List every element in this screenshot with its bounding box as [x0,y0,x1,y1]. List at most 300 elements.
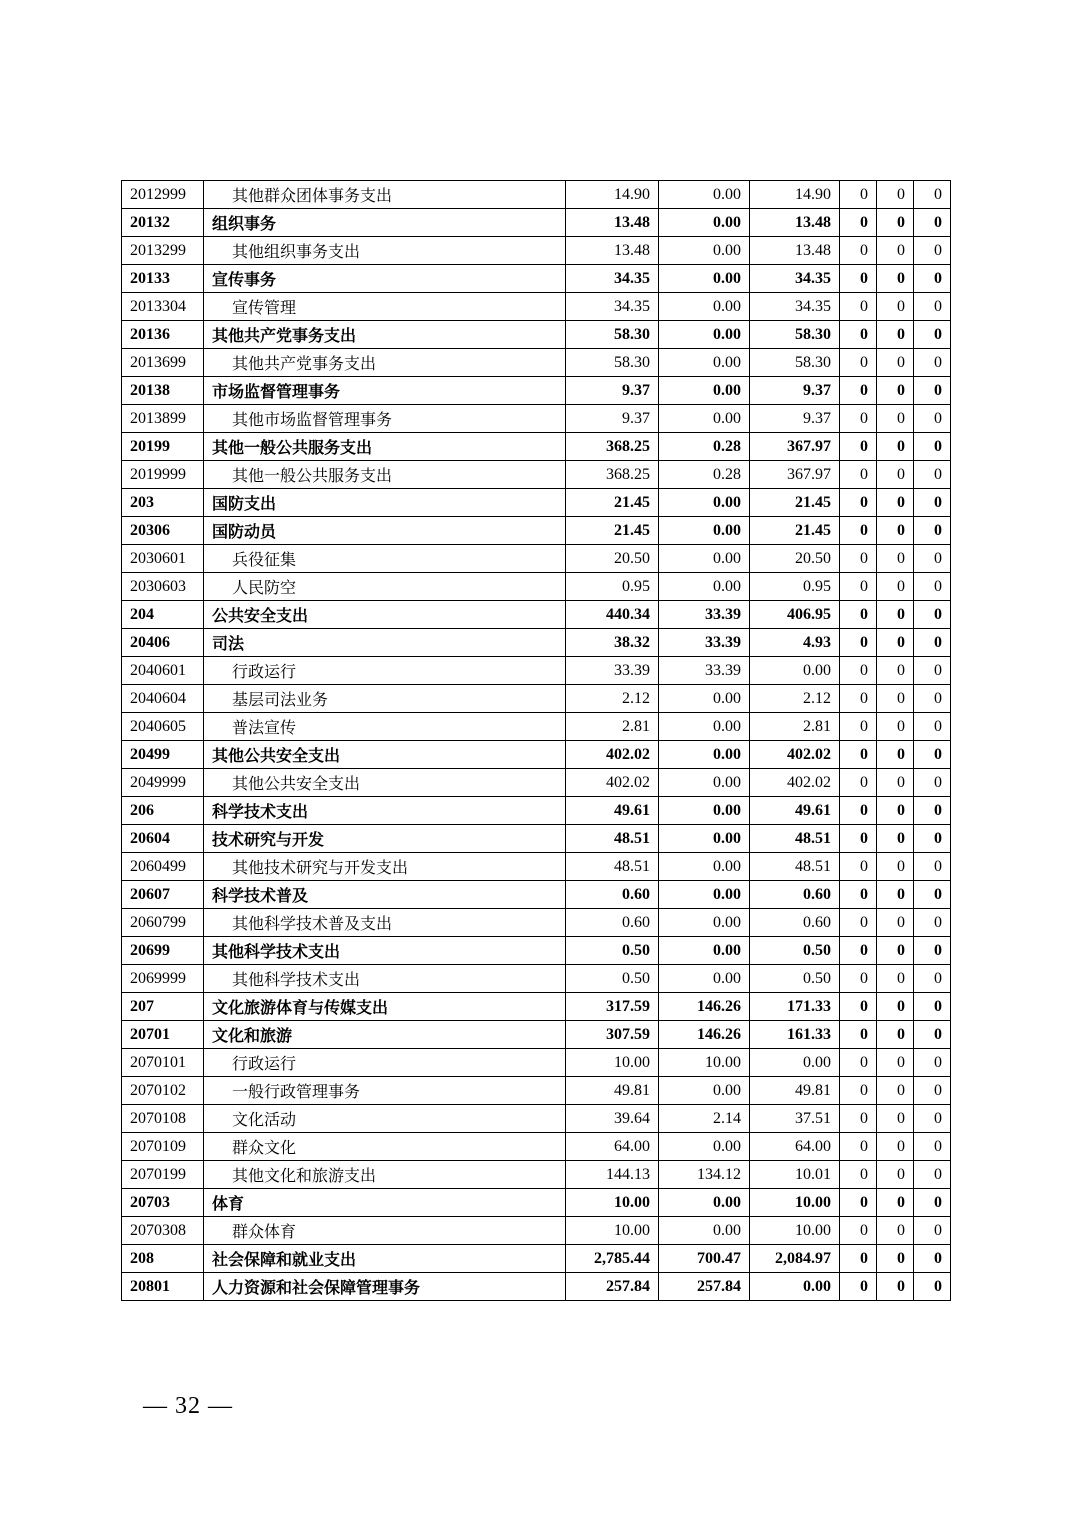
cell-name: 文化旅游体育与传媒支出 [204,993,566,1021]
cell-code: 2013899 [122,405,204,433]
cell-total: 33.39 [566,657,659,685]
cell-col7: 0 [877,461,914,489]
cell-total: 368.25 [566,433,659,461]
cell-code: 20406 [122,629,204,657]
cell-basic: 0.00 [659,1077,750,1105]
cell-name: 其他文化和旅游支出 [204,1161,566,1189]
cell-project: 9.37 [750,377,840,405]
cell-col7: 0 [877,1217,914,1245]
cell-col7: 0 [877,1189,914,1217]
cell-name: 其他科学技术支出 [204,937,566,965]
cell-col8: 0 [914,937,951,965]
cell-project: 367.97 [750,433,840,461]
cell-name: 其他群众团体事务支出 [204,181,566,209]
table-row [122,405,951,433]
cell-col6: 0 [840,601,877,629]
cell-name: 科学技术普及 [204,881,566,909]
cell-name: 其他一般公共服务支出 [204,461,566,489]
cell-col8: 0 [914,433,951,461]
table-row [122,629,951,657]
cell-col6: 0 [840,629,877,657]
cell-code: 2069999 [122,965,204,993]
cell-total: 34.35 [566,293,659,321]
cell-col7: 0 [877,517,914,545]
cell-col8: 0 [914,265,951,293]
cell-col8: 0 [914,853,951,881]
cell-project: 58.30 [750,349,840,377]
cell-basic: 0.00 [659,853,750,881]
page-number: — 32 — [143,1393,233,1419]
cell-col6: 0 [840,1049,877,1077]
cell-col7: 0 [877,1105,914,1133]
cell-project: 402.02 [750,741,840,769]
cell-code: 2019999 [122,461,204,489]
table-row [122,601,951,629]
cell-basic: 134.12 [659,1161,750,1189]
cell-name: 其他一般公共服务支出 [204,433,566,461]
cell-project: 0.50 [750,937,840,965]
cell-col7: 0 [877,545,914,573]
cell-total: 38.32 [566,629,659,657]
cell-basic: 0.00 [659,181,750,209]
table-row [122,265,951,293]
cell-col7: 0 [877,1161,914,1189]
cell-total: 13.48 [566,237,659,265]
cell-project: 0.00 [750,1049,840,1077]
table-row [122,965,951,993]
cell-col8: 0 [914,573,951,601]
table-row [122,797,951,825]
cell-col7: 0 [877,237,914,265]
cell-code: 2030601 [122,545,204,573]
table-row [122,293,951,321]
cell-basic: 0.00 [659,769,750,797]
cell-total: 2.81 [566,713,659,741]
cell-col7: 0 [877,377,914,405]
cell-basic: 0.00 [659,321,750,349]
cell-project: 34.35 [750,265,840,293]
cell-basic: 0.00 [659,965,750,993]
cell-project: 48.51 [750,853,840,881]
cell-name: 其他公共安全支出 [204,741,566,769]
table-row [122,1133,951,1161]
cell-col6: 0 [840,405,877,433]
cell-code: 2070101 [122,1049,204,1077]
cell-code: 2070102 [122,1077,204,1105]
cell-col7: 0 [877,293,914,321]
cell-basic: 0.00 [659,1133,750,1161]
budget-table [121,180,951,1301]
cell-basic: 0.00 [659,573,750,601]
cell-col7: 0 [877,1021,914,1049]
cell-name: 其他共产党事务支出 [204,321,566,349]
cell-code: 2070308 [122,1217,204,1245]
table-row [122,993,951,1021]
cell-code: 208 [122,1245,204,1273]
cell-project: 0.95 [750,573,840,601]
cell-col8: 0 [914,797,951,825]
cell-col6: 0 [840,797,877,825]
cell-project: 9.37 [750,405,840,433]
cell-total: 2.12 [566,685,659,713]
cell-name: 人力资源和社会保障管理事务 [204,1273,566,1301]
cell-total: 0.50 [566,965,659,993]
cell-col7: 0 [877,181,914,209]
cell-name: 国防支出 [204,489,566,517]
cell-name: 其他技术研究与开发支出 [204,853,566,881]
cell-col8: 0 [914,601,951,629]
cell-name: 其他组织事务支出 [204,237,566,265]
cell-total: 58.30 [566,321,659,349]
cell-name: 宣传事务 [204,265,566,293]
cell-col7: 0 [877,713,914,741]
cell-basic: 0.00 [659,797,750,825]
cell-col8: 0 [914,741,951,769]
table-row [122,881,951,909]
cell-basic: 0.00 [659,517,750,545]
cell-total: 440.34 [566,601,659,629]
cell-total: 402.02 [566,769,659,797]
table-row [122,853,951,881]
cell-col6: 0 [840,1245,877,1273]
cell-col8: 0 [914,825,951,853]
cell-project: 58.30 [750,321,840,349]
table-row [122,1021,951,1049]
cell-col6: 0 [840,657,877,685]
cell-name: 普法宣传 [204,713,566,741]
cell-col6: 0 [840,573,877,601]
cell-col6: 0 [840,1217,877,1245]
cell-total: 34.35 [566,265,659,293]
cell-code: 2070109 [122,1133,204,1161]
cell-total: 2,785.44 [566,1245,659,1273]
cell-col7: 0 [877,1049,914,1077]
cell-project: 21.45 [750,489,840,517]
table-row [122,237,951,265]
cell-col6: 0 [840,321,877,349]
cell-total: 307.59 [566,1021,659,1049]
table-row [122,545,951,573]
cell-project: 402.02 [750,769,840,797]
cell-code: 20701 [122,1021,204,1049]
cell-code: 2040601 [122,657,204,685]
cell-basic: 33.39 [659,601,750,629]
cell-code: 2070108 [122,1105,204,1133]
cell-basic: 0.00 [659,293,750,321]
cell-code: 206 [122,797,204,825]
cell-project: 13.48 [750,209,840,237]
cell-col6: 0 [840,881,877,909]
cell-col6: 0 [840,1161,877,1189]
cell-col6: 0 [840,489,877,517]
cell-project: 20.50 [750,545,840,573]
cell-col6: 0 [840,265,877,293]
cell-basic: 10.00 [659,1049,750,1077]
cell-name: 其他共产党事务支出 [204,349,566,377]
cell-basic: 0.00 [659,881,750,909]
cell-name: 其他科学技术支出 [204,965,566,993]
cell-name: 国防动员 [204,517,566,545]
cell-col6: 0 [840,741,877,769]
cell-total: 10.00 [566,1217,659,1245]
cell-project: 10.00 [750,1217,840,1245]
cell-col8: 0 [914,1161,951,1189]
cell-col6: 0 [840,993,877,1021]
cell-col6: 0 [840,237,877,265]
cell-project: 367.97 [750,461,840,489]
cell-col7: 0 [877,965,914,993]
cell-col6: 0 [840,181,877,209]
cell-col7: 0 [877,265,914,293]
cell-total: 13.48 [566,209,659,237]
cell-col7: 0 [877,769,914,797]
cell-col7: 0 [877,657,914,685]
cell-total: 0.60 [566,909,659,937]
cell-name: 公共安全支出 [204,601,566,629]
cell-total: 368.25 [566,461,659,489]
cell-basic: 0.28 [659,461,750,489]
table-row [122,657,951,685]
cell-col8: 0 [914,209,951,237]
table-row [122,349,951,377]
cell-col6: 0 [840,909,877,937]
cell-col8: 0 [914,1049,951,1077]
cell-code: 2030603 [122,573,204,601]
cell-col8: 0 [914,1189,951,1217]
cell-col7: 0 [877,405,914,433]
table-row [122,1273,951,1301]
cell-total: 0.95 [566,573,659,601]
cell-code: 2040605 [122,713,204,741]
cell-col7: 0 [877,1245,914,1273]
cell-col8: 0 [914,1133,951,1161]
table-row [122,1077,951,1105]
cell-col6: 0 [840,433,877,461]
cell-col8: 0 [914,517,951,545]
table-row [122,461,951,489]
cell-total: 10.00 [566,1049,659,1077]
cell-basic: 33.39 [659,629,750,657]
cell-project: 49.81 [750,1077,840,1105]
cell-code: 2013304 [122,293,204,321]
cell-col8: 0 [914,1217,951,1245]
cell-basic: 0.00 [659,825,750,853]
cell-basic: 0.00 [659,377,750,405]
table-row [122,181,951,209]
cell-col6: 0 [840,293,877,321]
cell-col8: 0 [914,769,951,797]
cell-project: 13.48 [750,237,840,265]
cell-col8: 0 [914,293,951,321]
cell-code: 2040604 [122,685,204,713]
cell-total: 20.50 [566,545,659,573]
cell-total: 64.00 [566,1133,659,1161]
cell-basic: 0.00 [659,265,750,293]
cell-name: 一般行政管理事务 [204,1077,566,1105]
cell-col6: 0 [840,209,877,237]
cell-col6: 0 [840,769,877,797]
cell-project: 0.00 [750,657,840,685]
cell-col6: 0 [840,517,877,545]
cell-col8: 0 [914,181,951,209]
cell-name: 技术研究与开发 [204,825,566,853]
table-row [122,377,951,405]
cell-col6: 0 [840,1273,877,1301]
cell-col8: 0 [914,377,951,405]
cell-project: 0.50 [750,965,840,993]
cell-col6: 0 [840,713,877,741]
cell-total: 9.37 [566,405,659,433]
cell-col7: 0 [877,881,914,909]
cell-col8: 0 [914,489,951,517]
cell-project: 14.90 [750,181,840,209]
cell-col7: 0 [877,853,914,881]
cell-total: 257.84 [566,1273,659,1301]
table-row [122,1245,951,1273]
table-row [122,489,951,517]
cell-total: 402.02 [566,741,659,769]
cell-col6: 0 [840,853,877,881]
cell-project: 34.35 [750,293,840,321]
cell-total: 21.45 [566,517,659,545]
cell-basic: 0.00 [659,405,750,433]
cell-project: 48.51 [750,825,840,853]
cell-basic: 0.00 [659,909,750,937]
table-row [122,741,951,769]
cell-col7: 0 [877,825,914,853]
cell-code: 20132 [122,209,204,237]
cell-col7: 0 [877,685,914,713]
cell-col7: 0 [877,1077,914,1105]
table-row [122,433,951,461]
cell-code: 20499 [122,741,204,769]
cell-total: 10.00 [566,1189,659,1217]
cell-total: 9.37 [566,377,659,405]
cell-col6: 0 [840,937,877,965]
table-row [122,1105,951,1133]
cell-code: 20604 [122,825,204,853]
cell-total: 49.61 [566,797,659,825]
table-row [122,1217,951,1245]
cell-project: 64.00 [750,1133,840,1161]
cell-code: 2013299 [122,237,204,265]
cell-total: 39.64 [566,1105,659,1133]
cell-code: 204 [122,601,204,629]
cell-basic: 0.00 [659,937,750,965]
cell-code: 2060799 [122,909,204,937]
cell-total: 317.59 [566,993,659,1021]
cell-col7: 0 [877,993,914,1021]
cell-code: 2013699 [122,349,204,377]
cell-name: 宣传管理 [204,293,566,321]
cell-col8: 0 [914,1105,951,1133]
cell-col6: 0 [840,461,877,489]
cell-total: 48.51 [566,825,659,853]
table-row [122,209,951,237]
cell-basic: 0.00 [659,1189,750,1217]
cell-col7: 0 [877,349,914,377]
table-row [122,769,951,797]
cell-col6: 0 [840,1105,877,1133]
cell-col7: 0 [877,601,914,629]
cell-col8: 0 [914,545,951,573]
cell-col6: 0 [840,1077,877,1105]
cell-name: 文化和旅游 [204,1021,566,1049]
cell-col7: 0 [877,937,914,965]
cell-code: 2012999 [122,181,204,209]
cell-col6: 0 [840,685,877,713]
cell-code: 20699 [122,937,204,965]
cell-project: 406.95 [750,601,840,629]
cell-col7: 0 [877,433,914,461]
cell-project: 10.01 [750,1161,840,1189]
cell-basic: 33.39 [659,657,750,685]
cell-col8: 0 [914,1273,951,1301]
cell-name: 社会保障和就业支出 [204,1245,566,1273]
cell-col8: 0 [914,657,951,685]
cell-code: 2060499 [122,853,204,881]
cell-name: 兵役征集 [204,545,566,573]
cell-total: 14.90 [566,181,659,209]
cell-col6: 0 [840,1021,877,1049]
cell-col7: 0 [877,741,914,769]
cell-total: 0.60 [566,881,659,909]
cell-code: 20199 [122,433,204,461]
cell-col6: 0 [840,349,877,377]
table-row [122,909,951,937]
cell-basic: 0.00 [659,741,750,769]
cell-project: 0.60 [750,909,840,937]
table-row [122,713,951,741]
cell-name: 科学技术支出 [204,797,566,825]
cell-code: 20138 [122,377,204,405]
cell-project: 171.33 [750,993,840,1021]
cell-code: 203 [122,489,204,517]
cell-code: 20801 [122,1273,204,1301]
cell-project: 2.12 [750,685,840,713]
cell-project: 21.45 [750,517,840,545]
table-row [122,1161,951,1189]
cell-col6: 0 [840,1189,877,1217]
cell-col8: 0 [914,965,951,993]
cell-name: 人民防空 [204,573,566,601]
cell-name: 群众体育 [204,1217,566,1245]
cell-name: 组织事务 [204,209,566,237]
table-row [122,937,951,965]
cell-total: 49.81 [566,1077,659,1105]
cell-name: 体育 [204,1189,566,1217]
cell-col7: 0 [877,209,914,237]
cell-col7: 0 [877,797,914,825]
cell-name: 文化活动 [204,1105,566,1133]
cell-col6: 0 [840,1133,877,1161]
cell-col8: 0 [914,349,951,377]
cell-project: 0.60 [750,881,840,909]
cell-col8: 0 [914,881,951,909]
cell-code: 20703 [122,1189,204,1217]
table-row [122,517,951,545]
budget-table-body [122,181,951,1301]
cell-total: 58.30 [566,349,659,377]
cell-project: 10.00 [750,1189,840,1217]
table-row [122,825,951,853]
cell-basic: 257.84 [659,1273,750,1301]
cell-col7: 0 [877,1133,914,1161]
cell-basic: 0.00 [659,209,750,237]
cell-basic: 2.14 [659,1105,750,1133]
cell-col8: 0 [914,1245,951,1273]
cell-code: 2049999 [122,769,204,797]
